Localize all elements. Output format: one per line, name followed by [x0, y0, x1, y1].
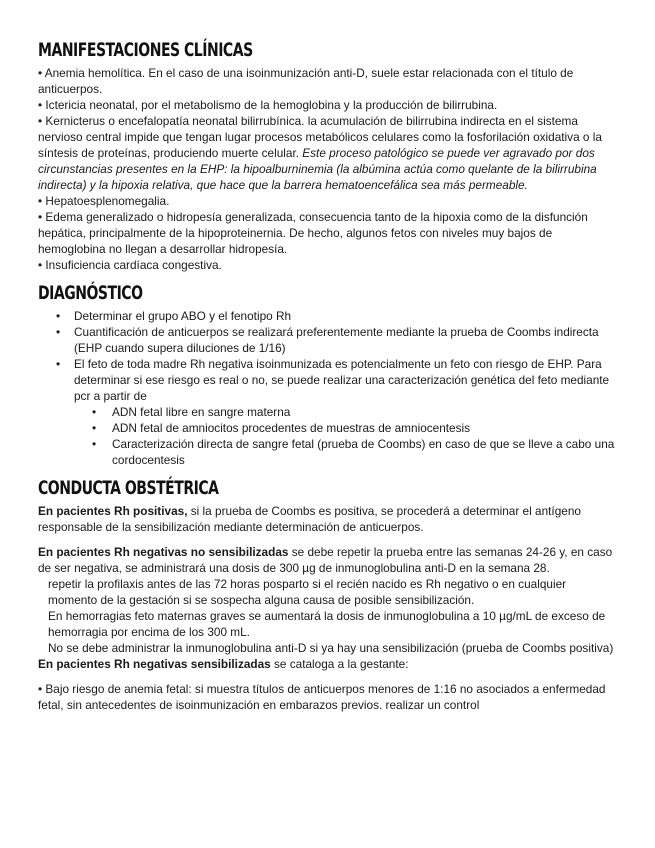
heading-wrap-manifestaciones	[38, 38, 618, 65]
diagnostico-list	[38, 308, 618, 468]
para-rh-positivas	[38, 503, 618, 535]
item-edema: • Edema generalizado o hidropesía generalizada, consecuencia tanto de la hipoxia como de la disfunción hepática, principalmente de la hipoproteinernia. De hecho, algunos fetos con niveles muy bajos de hemoglobina no llegan a desarrollar hidropesía.	[38, 210, 588, 256]
para-rh-positivas-bold: En pacientes Rh positivas,	[38, 504, 188, 518]
item-insuficiencia: • Insuficiencia cardíaca congestiva.	[38, 258, 222, 272]
diagnostico-sublist	[74, 404, 618, 468]
list-item-text: El feto de toda madre Rh negativa isoinmunizada es potencialmente un feto con riesgo de EHP. Para determinar si ese riesgo es real o no, se puede realizar una caracterización genética del feto mediante pcr a partir de	[74, 357, 610, 403]
heading-conducta: CONDUCTA OBSTÉTRICA	[38, 477, 219, 499]
list-item: • Cuantificación de anticuerpos se realizará preferentemente mediante la prueba de Coombs indirecta (EHP cuando supera diluciones de 1/16)	[54, 324, 618, 356]
para-rh-negativas-no-sens-text: se debe repetir la prueba entre las semanas 24-26 y, en caso de ser negativa, se administrará una dosis de 300 µg de inmunoglobulina anti-D en la semana 28.	[38, 545, 613, 575]
indent-no-administrar: No se debe administrar la inmunoglobulina anti-D si ya hay una sensibilización (prueba de Coombs positiva)	[48, 641, 614, 655]
item-kernicterus	[38, 113, 618, 193]
para-bajo-riesgo: • Bajo riesgo de anemia fetal: si muestra títulos de anticuerpos menores de 1:16 no asociados a enfermedad fetal, sin antecedentes de isoinmunización en embarazos previos. realizar un control	[38, 682, 606, 712]
para-rh-negativas-sens-text: se cataloga a la gestante:	[270, 657, 409, 671]
indented-block	[38, 576, 618, 656]
sublist-item: • ADN fetal libre en sangre materna	[92, 404, 618, 420]
para-rh-negativas-sens	[38, 656, 618, 672]
heading-wrap-diagnostico	[38, 281, 618, 308]
list-item: • Determinar el grupo ABO y el fenotipo Rh	[54, 308, 618, 324]
item-hepatoesplenomegalia: • Hepatoesplenomegalia.	[38, 194, 170, 208]
heading-diagnostico: DIAGNÓSTICO	[38, 282, 143, 304]
indent-profilaxis: repetir la profilaxis antes de las 72 horas posparto si el recién nacido es Rh negativo o en cualquier momento de la gestación si se sospecha alguna causa de posible sensibilización.	[48, 577, 567, 607]
document-page	[38, 38, 618, 713]
list-item	[54, 356, 618, 468]
heading-manifestaciones: MANIFESTACIONES CLÍNICAS	[38, 39, 253, 61]
kernicterus-italic: Este proceso patológico se puede ver agravado por dos circunstancias presentes en la EHP: la hipoalburninemia (la albúmina actúa como quelante de la bilirrubina indirecta) y la hipoxia relativa, que hace que la barrera hematoencefálica sea más permeable.	[38, 146, 597, 192]
indent-hemorragias: En hemorragias feto maternas graves se aumentará la dosis de inmunoglobulina a 10 µg/mL de exceso de hemorragia por encima de los 300 mL.	[48, 609, 606, 639]
heading-wrap-conducta	[38, 476, 618, 503]
kernicterus-text: • Kernicterus o encefalopatía neonatal bilirrubínica. la acumulación de bilirrubina indirecta en el sistema nervioso central impide que tengan lugar procesos metabólicos celulares como la fosforilación oxidativa o la síntesis de proteínas, produciendo muerte celular.	[38, 114, 602, 160]
sublist-item: • Caracterización directa de sangre fetal (prueba de Coombs) en caso de que se lleve a cabo una cordocentesis	[92, 436, 618, 468]
para-rh-negativas-no-sens-bold: En pacientes Rh negativas no sensibilizadas	[38, 545, 289, 559]
item-ictericia: • Ictericia neonatal, por el metabolismo de la hemoglobina y la producción de bilirrubina.	[38, 98, 498, 112]
para-rh-positivas-text: si la prueba de Coombs es positiva, se procederá a determinar el antígeno responsable de la sensibilización mediante determinación de anticuerpos.	[38, 504, 581, 534]
para-rh-negativas-no-sens	[38, 544, 618, 576]
para-rh-negativas-sens-bold: En pacientes Rh negativas sensibilizadas	[38, 657, 271, 671]
item-anemia: • Anemia hemolítica. En el caso de una isoinmunización anti-D, suele estar relacionada con el título de anticuerpos.	[38, 66, 574, 96]
sublist-item: • ADN fetal de amniocitos procedentes de muestras de amniocentesis	[92, 420, 618, 436]
